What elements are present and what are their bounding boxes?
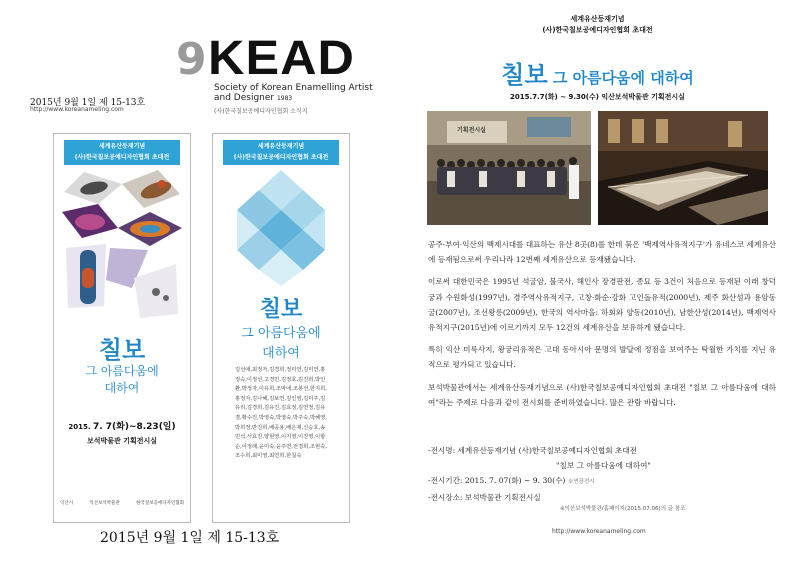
article-org-title: (사)한국칠보공예디자인협회 초대전 <box>542 26 653 34</box>
kead-logo: KEAD <box>208 32 356 85</box>
info-exhibition-venue: -전시장소: 보석박물관 기획전시실 <box>428 493 541 502</box>
info-exhibition-period <box>428 473 776 490</box>
exhibition-poster-1 <box>53 133 191 523</box>
artist-list: 김선애,최정자,김경희,정미연,김미연,홍정숙,이정선,고경민,김정호,김진희,박인환,박정자,이유희,조막애,조봉선,한지희,홍정자,김나혜,김보연,김인영,김미주,김유리,김경희,김유진,김효정,김연정,김유겸,황수진,박영숙,박영숙,박주숙,박혜영,박희정,반진희,배공용,배은재,신승호,송민석,서효진,양현영,이지영,이진영,이항순,이정례,윤미숙,윤주연,전경희,조현숙,조수희,최미영,최연희,한칠숙 <box>235 367 327 460</box>
info-period-text: -전시기간: 2015. 7. 07(화) ~ 9. 30(수) <box>428 476 566 485</box>
website-link[interactable]: http://www.koreanameling.com <box>30 106 124 113</box>
website-link-bottom[interactable]: http://www.koreanameling.com <box>552 528 646 535</box>
article-title-rest: 그 아름다움에 대하여 <box>552 69 694 87</box>
sponsor-logo-2: 익산보석박물관 <box>89 501 120 506</box>
gallery-photo <box>598 111 768 225</box>
poster-date <box>54 419 190 432</box>
info-exhibition-name: -전시명: 세계유산등재기념 (사)한국칠보공예디자인협회 초대전 <box>428 446 638 455</box>
group-photo <box>427 111 591 225</box>
article-title-main: 칠보 <box>501 60 548 89</box>
society-year: 1983 <box>276 95 293 102</box>
poster-venue: 보석박물관 기획전시실 <box>86 437 158 445</box>
issue-number-bottom: 2015년 9월 1일 제 15-13호 <box>100 530 280 546</box>
sponsor-logo-3: 한국칠보공예디자인협회 <box>136 501 184 506</box>
photo-sign: 기획전시실 <box>457 127 486 134</box>
source-credit: ※익산보석박물관/홈페이지(2015.07.06)의 글 참조 <box>560 506 686 512</box>
article-paragraph-1: 공주·부여·익산의 백제시대를 대표하는 유산 8곳(8)를 한데 묶은 '백제역사유적지구'가 유네스코 세계유산에 등재됨으로써 우리나라 12번째 세계유산으로 등재됐습니다. <box>428 240 776 265</box>
issue-number: 2015년 9월 1일 제 15-13호 <box>30 98 146 108</box>
article-paragraph-2: 이로써 대한민국은 1995년 석굴암, 불국사, 해인사 장경판전, 종묘 등 3건이 처음으로 등재된 이래 창덕궁과 수원화성(1997년), 경주역사유적지구, 고창·화순·강화 고인돌유적(2000년), 제주 화산섬과 용암동굴(2007년), 조선왕릉(2009년), 한국의 역사마을: 하회와 양동(2010년), 남한산성(2014년), 백제역사유적지구(2015년)에 이르기까지 모두 12건의 세계유산을 보유하게 됐습니다. <box>428 277 776 333</box>
article-paragraph-3: 특히 익산 미륵사지, 왕궁리유적은 고대 동아시아 문명의 발달에 정점을 보여주는 탁월한 가치를 지닌 유적으로 평가되고 있습니다. <box>428 345 776 370</box>
gallery-photo-scene <box>598 111 768 225</box>
article-body <box>428 237 776 417</box>
society-name-kr: (사)한국칠보공예디자인협회 소식지 <box>214 108 308 115</box>
society-name: Society of Korean Enamelling Artist and Designer <box>214 83 373 103</box>
society-name-en <box>214 83 374 104</box>
article-title <box>420 55 775 90</box>
exhibition-poster-2 <box>212 133 350 523</box>
group-photo-scene <box>427 111 591 225</box>
poster-tag <box>223 140 339 165</box>
sponsor-logos <box>60 500 184 506</box>
exhibition-info <box>428 443 776 505</box>
extension-note: ※연장전시 <box>567 479 595 485</box>
poster-title: 칠보 <box>259 296 303 322</box>
logo-number: 9 <box>176 34 207 85</box>
poster-tag-line2: (사)한국칠보공예디자인협회 초대전 <box>74 154 170 161</box>
poster-subtitle-line1: 그 아름다움에 <box>85 364 159 378</box>
poster-date-year: 2015. <box>68 423 91 431</box>
poster-date-range: 7. 7(화)~8.23(일) <box>92 422 176 432</box>
article-super-title: 세계유산등재기념 <box>570 15 625 23</box>
poster-title: 칠보 <box>98 335 146 364</box>
poster-tag <box>64 140 180 165</box>
poster-subtitle-line2: 대하여 <box>104 381 140 395</box>
diamond-pattern <box>231 168 331 288</box>
info-exhibition-theme: "칠보 그 아름다움에 대하여" <box>556 461 651 470</box>
poster-tag-line1: 세계유산등재기념 <box>98 143 146 150</box>
poster-subtitle-line1: 그 아름다움에 <box>241 326 321 341</box>
poster-tag-line2: (사)한국칠보공예디자인협회 초대전 <box>233 154 329 161</box>
sponsor-logo-1: 익산시 <box>60 501 74 506</box>
article-date-venue: 2015.7.7(화) ~ 9.30(수) 익산보석박물관 기획전시실 <box>510 93 685 101</box>
artwork-collage <box>58 168 186 326</box>
poster-tag-line1: 세계유산등재기념 <box>257 143 305 150</box>
article-paragraph-4: 보석박물관에서는 세계유산등재기념으로 (사)한국칠보공예디자인협회 초대전 "칠보 그 아름다움에 대하여"라는 주제로 다음과 같이 전시회를 준비하였습니다. 많은 관람 바랍니다. <box>428 382 776 407</box>
poster-subtitle-line2: 대하여 <box>262 346 300 361</box>
